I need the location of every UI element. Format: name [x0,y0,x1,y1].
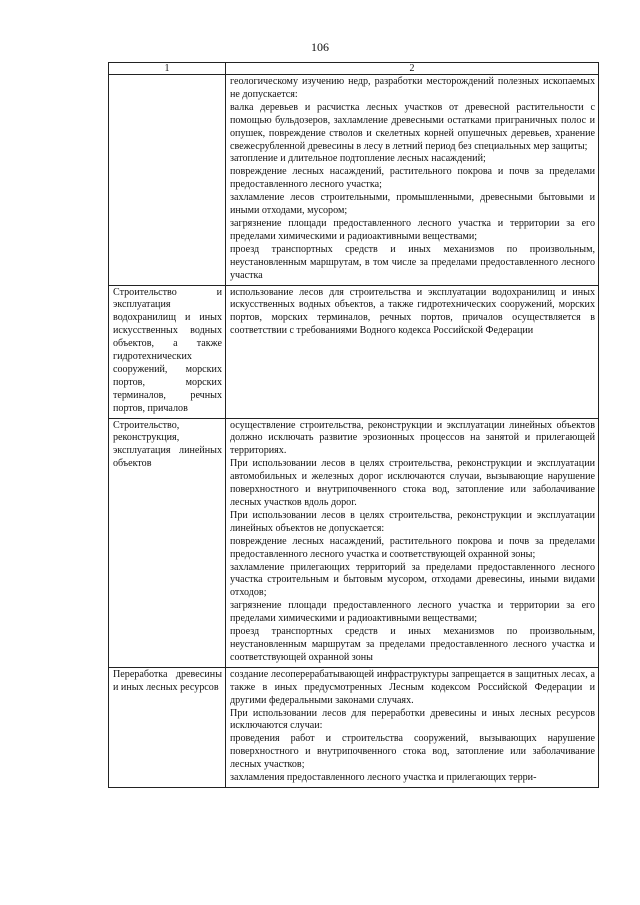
requirement-paragraph: повреждение лесных насаждений, растительного покрова и почв за пределами предоставленного лесного участка и соответствующей охранной зоны; [230,535,595,560]
requirement-paragraph: загрязнение площади предоставленного лесного участка и территории за его пределами химическими и радиоактивными веществами; [230,600,595,625]
requirement-paragraph: проведения работ и строительства сооружений, вызывающих нарушение поверхностного и внутрипочвенного стока вод, затопление или заболачивание лесных участков; [230,733,595,771]
requirements-cell [226,418,599,667]
requirement-paragraph: При использовании лесов в целях строительства, реконструкции и эксплуатации линейных объектов не допускается: [230,509,595,534]
requirement-paragraph: При использовании лесов для переработки древесины и иных лесных ресурсов исключаются случаи: [230,707,595,732]
requirement-paragraph: затопление и длительное подтопление лесных насаждений; [230,153,486,165]
table-body [109,75,599,788]
requirements-cell [226,75,599,286]
requirement-paragraph: использование лесов для строительства и эксплуатации водохранилищ и иных искусственных водных объектов, а также гидротехнических сооружений, морских портов, морских терминалов, речных портов, причалов осуществляется в соответствии с требованиями Водного кодекса Российской Федерации [230,286,595,337]
table-row [109,75,599,286]
requirement-paragraph: проезд транспортных средств и иных механизмов по произвольным, неустановленным маршрутам за пределами предоставленного лесного участка и соответствующей охранной зоны [230,626,595,663]
table-row [109,418,599,667]
requirements-cell [226,285,599,418]
table-header-row [109,63,599,75]
requirement-paragraph: загрязнение площади предоставленного лесного участка и территории за его пределами химическими и радиоактивными веществами; [230,217,595,242]
regulations-table [108,62,599,788]
requirement-paragraph: проезд транспортных средств и иных механизмов по произвольным, неустановленным маршрутам, в том числе за пределами предоставленного лесного участка [230,243,595,281]
requirement-paragraph: захламление прилегающих территорий за пределами предоставленного лесного участка строительным и бытовым мусором, отходами древесины, иными видами отходов; [230,561,595,599]
requirement-paragraph: создание лесоперерабатывающей инфраструктуры запрещается в защитных лесах, а также в иных предусмотренных Лесным кодексом Российской Федерации и другими федеральными законами случаях. [230,668,595,706]
table-row [109,667,599,787]
column-header-2: 2 [226,63,599,75]
requirement-paragraph: осуществление строительства, реконструкции и эксплуатации линейных объектов должно исключать развитие эрозионных процессов на занятой и прилегающей территориях. [230,419,595,457]
requirement-paragraph: повреждение лесных насаждений, растительного покрова и почв за пределами предоставленного лесного участка; [230,166,595,191]
requirement-paragraph: геологическому изучению недр, разработки месторождений полезных ископаемых не допускается: [230,76,595,100]
activity-cell [109,75,226,286]
requirement-paragraph: захламление лесов строительными, промышленными, древесными бытовыми и иными отходами, мусором; [230,192,595,217]
activity-cell: Переработка древесины и иных лесных ресурсов [109,667,226,787]
page-number: 106 [311,40,329,54]
activity-cell: Строительство, реконструкция, эксплуатация линейных объектов [109,418,226,667]
activity-cell: Строительство и эксплуатация водохранилищ и иных искусственных водных объектов, а также гидротехнических сооружений, морских портов, морских терминалов, речных портов, причалов [109,285,226,418]
column-header-1: 1 [109,63,226,75]
requirement-paragraph: захламления предоставленного лесного участка и прилегающих терри- [230,772,537,784]
requirements-cell [226,667,599,787]
requirement-paragraph: При использовании лесов в целях строительства, реконструкции и эксплуатации автомобильных и железных дорог исключаются случаи, вызывающие нарушение поверхностного и внутрипочвенного стока вод, затопление или заболачивание лесных участков вдоль дорог. [230,458,595,508]
requirement-paragraph: валка деревьев и расчистка лесных участков от древесной растительности с помощью бульдозеров, захламление древесными остатками приграничных полос и опушек, повреждение стволов и скелетных корней опушечных деревьев, хранение свежесрубленной древесины в лесу в летний период без специальных мер защиты; [230,101,595,152]
table-row [109,285,599,418]
